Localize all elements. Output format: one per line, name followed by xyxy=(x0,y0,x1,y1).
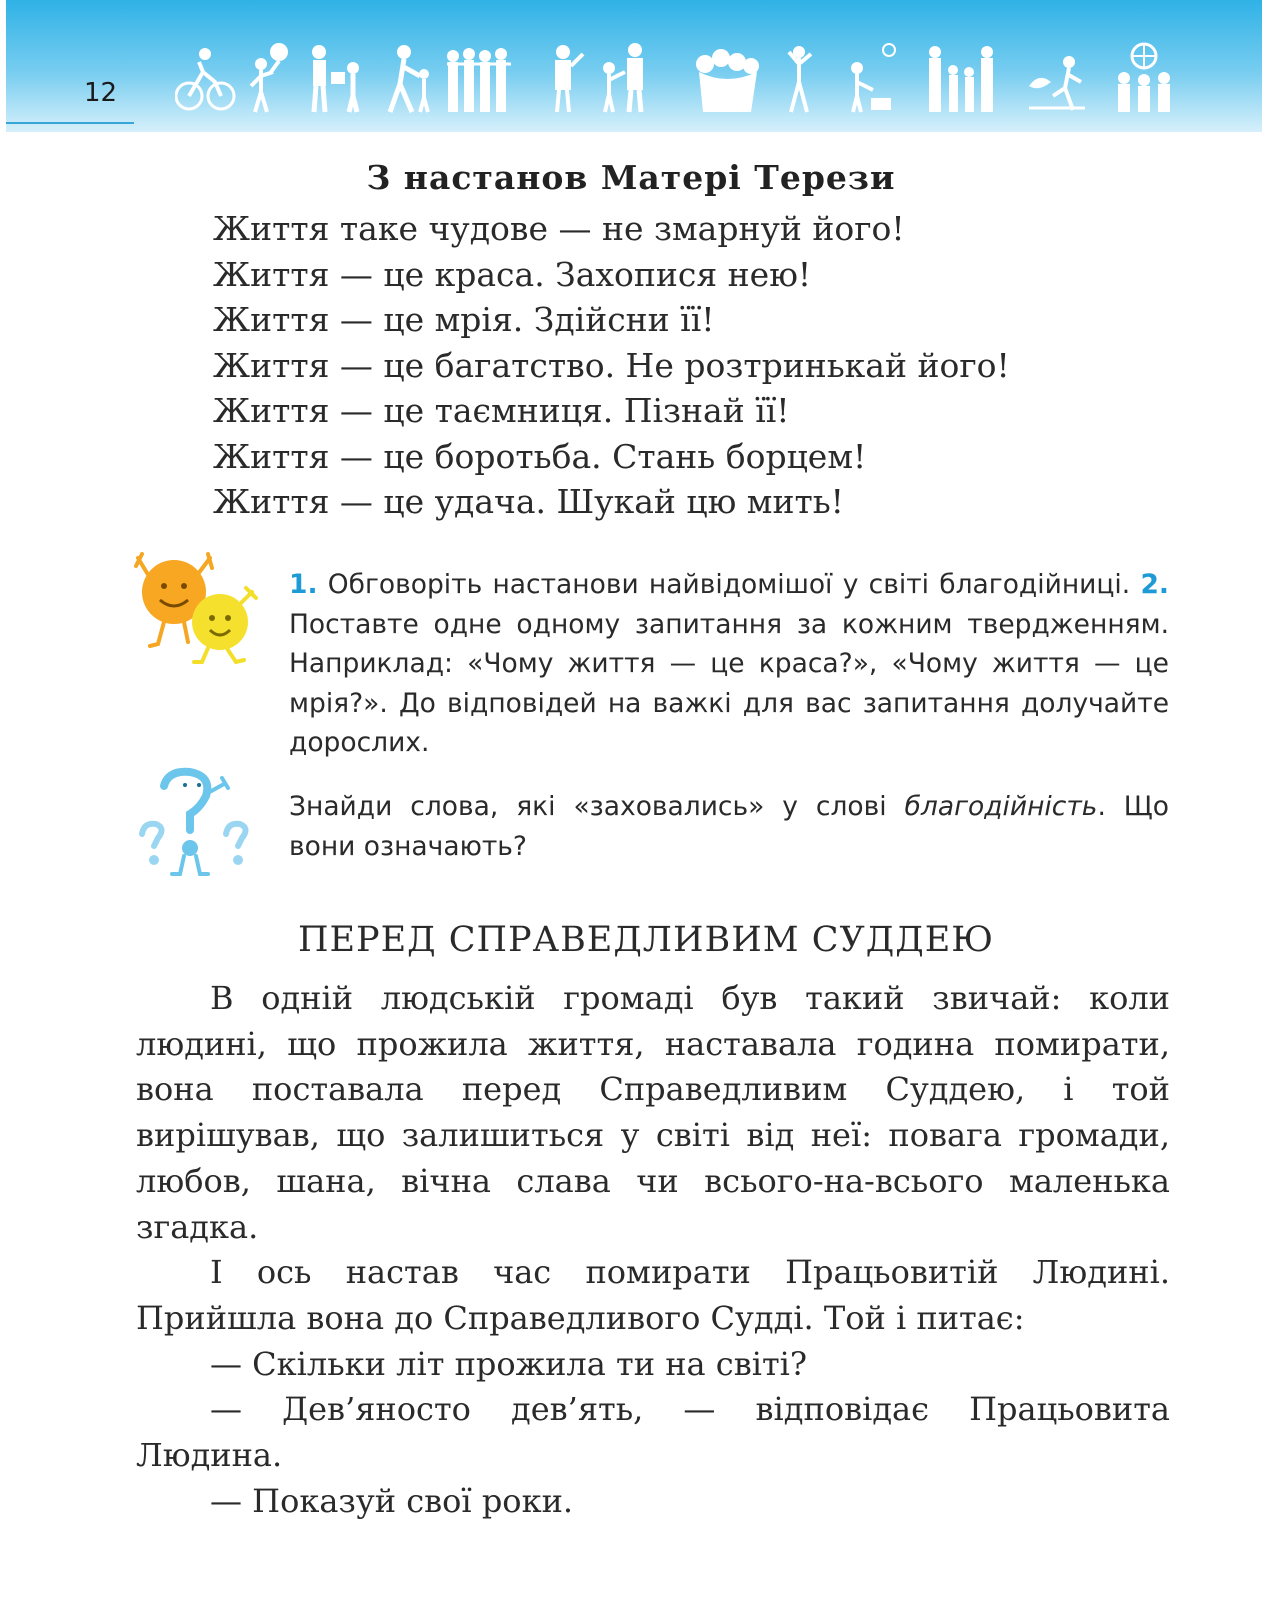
gardener-icon xyxy=(851,44,895,112)
story-body xyxy=(136,976,1170,1524)
riddle-task xyxy=(289,787,1169,866)
riddle-text-before: Знайди слова, які «заховались» у слові xyxy=(289,791,905,822)
adult-child-icon xyxy=(390,45,429,112)
poem-line: Життя — це боротьба. Стань борцем! xyxy=(213,436,867,476)
story-paragraph: І ось настав час помирати Працьовитій Людині. Прийшла вона до Справедливого Судді. Той і питає: xyxy=(136,1253,1170,1337)
task-text-2: Поставте одне одному запитання за кожним твердженням. Наприклад: «Чому життя — це краса?», «Чому життя — це мрія?». До відповідей на важкі для вас запитання долучайте дорослих. xyxy=(289,608,1169,758)
family-icon xyxy=(929,46,993,112)
helper-icon xyxy=(603,43,643,112)
page-number-underline xyxy=(6,122,134,124)
athlete-icon xyxy=(789,46,811,112)
riddle-keyword: благодійність xyxy=(904,791,1098,822)
poem-line: Життя — це краса. Захопися нею! xyxy=(213,254,812,294)
poem-line: Життя — це мрія. Здійсни її! xyxy=(213,300,715,339)
story-paragraph: — Дев’яносто дев’ять, — відповідає Працьовита Людина. xyxy=(136,1390,1170,1475)
story-paragraph: — Скільки літ прожила ти на світі? xyxy=(210,1344,808,1383)
poem-line: Життя — це таємниця. Пізнай її! xyxy=(213,391,790,430)
task-number-2: 2. xyxy=(1140,569,1169,600)
riddle-text-after: . Що вони означають? xyxy=(289,791,1170,862)
page-number: 12 xyxy=(84,78,118,108)
crowd-icon xyxy=(696,49,759,112)
poem-line: Життя таке чудове — не змарнуй його! xyxy=(213,209,905,248)
question-marks-icon xyxy=(134,764,254,884)
poem-title: З настанов Матері Терези xyxy=(366,158,896,197)
task-text-1: Обговоріть настанови найвідомішої у світі благодійниці. xyxy=(317,569,1141,600)
child-balloon-icon xyxy=(251,43,288,112)
cyclist-icon xyxy=(176,48,234,109)
header-icons xyxy=(175,42,1185,114)
discussion-task xyxy=(289,565,1169,763)
musician-icon xyxy=(555,45,583,112)
planting-icon xyxy=(1029,56,1085,110)
poem-line: Життя — це багатство. Не розтринькай його! xyxy=(213,345,1010,385)
task-number-1: 1. xyxy=(289,569,318,600)
poem xyxy=(213,206,1173,525)
globe-people-icon xyxy=(1118,44,1170,112)
group-icon xyxy=(447,48,511,112)
story-title: ПЕРЕД СПРАВЕДЛИВИМ СУДДЕЮ xyxy=(297,920,995,960)
story-paragraph: В одній людській громаді був такий звичай: коли людині, що прожила життя, наставала година помирати, вона поставала перед Справедливим Суддею, і той вирішував, що залишиться у світі від неї: повага громади, любов, шана, вічна слава чи всього-на-всього маленька згадка. xyxy=(136,979,1170,1246)
smiling-suns-icon xyxy=(128,548,268,668)
family-gift-icon xyxy=(312,45,359,112)
story-paragraph: — Показуй свої роки. xyxy=(210,1481,574,1520)
poem-line: Життя — це удача. Шукай цю мить! xyxy=(213,482,844,521)
